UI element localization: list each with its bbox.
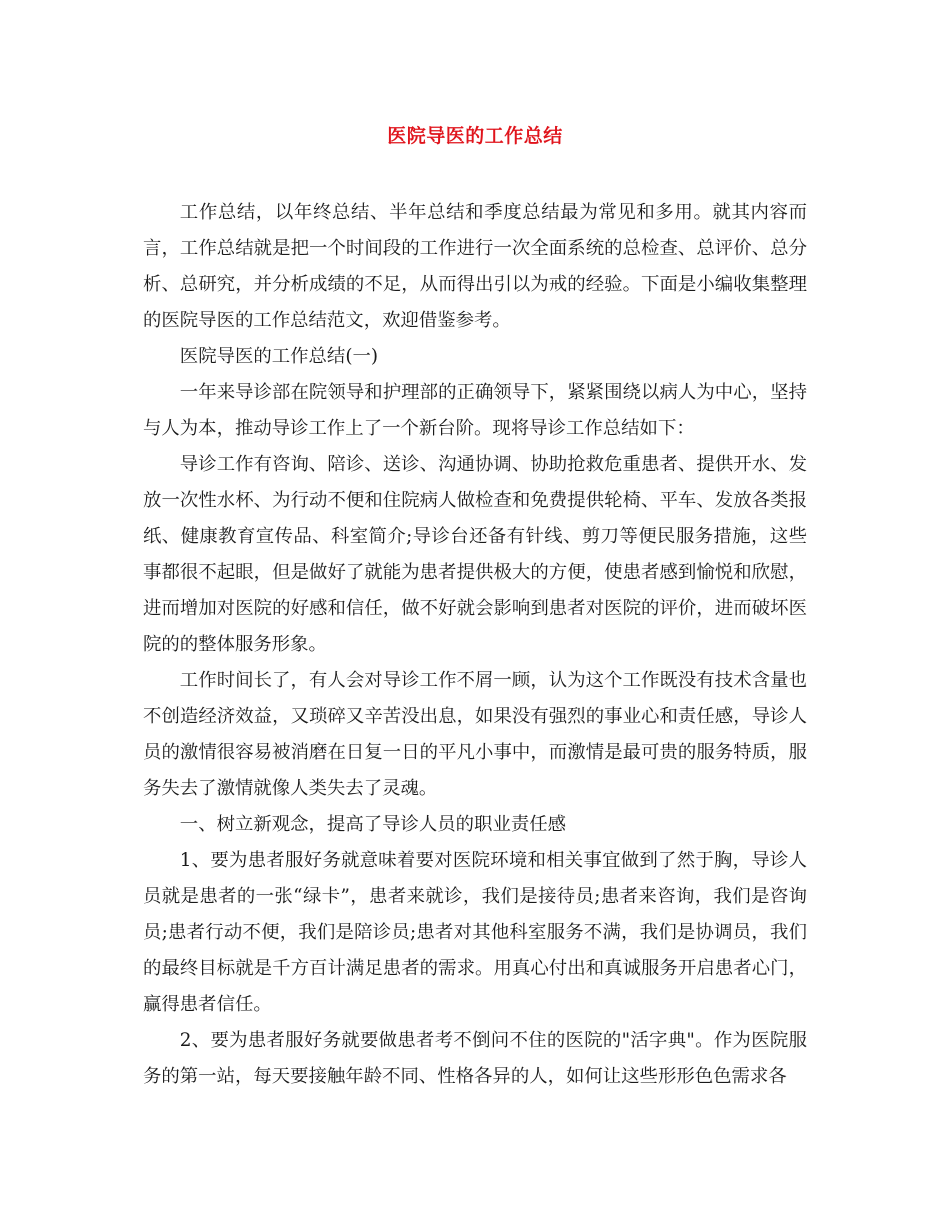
paragraph-point-1: 1、要为患者服好务就意味着要对医院环境和相关事宜做到了然于胸，导诊人员就是患者的一张“绿卡”，患者来就诊，我们是接待员;患者来咨询，我们是咨询员;患者行动不便，我们是陪诊员;患者对其他科室服务不满，我们是协调员，我们的最终目标就是千方百计满足患者的需求。用真心付出和真诚服务开启患者心门，赢得患者信任。 bbox=[143, 850, 807, 1015]
section-heading-one: 医院导医的工作总结(一) bbox=[179, 346, 379, 367]
subheading-new-concept: 一、树立新观念，提高了导诊人员的职业责任感 bbox=[179, 814, 567, 835]
paragraph-passion: 工作时间长了，有人会对导诊工作不屑一顾，认为这个工作既没有技术含量也不创造经济效益，又琐碎又辛苦没出息，如果没有强烈的事业心和责任感，导诊人员的激情很容易被消磨在日复一日的平凡小事中，而激情是最可贵的服务特质，服务失去了激情就像人类失去了灵魂。 bbox=[143, 670, 807, 799]
document-title: 医院导医的工作总结 bbox=[387, 125, 563, 147]
paragraph-intro: 工作总结，以年终总结、半年总结和季度总结最为常见和多用。就其内容而言，工作总结就是把一个时间段的工作进行一次全面系统的总检查、总评价、总分析、总研究，并分析成绩的不足，从而得出引以为戒的经验。下面是小编收集整理的医院导医的工作总结范文，欢迎借鉴参考。 bbox=[143, 202, 807, 331]
document-body bbox=[143, 195, 807, 1095]
paragraph-overview: 一年来导诊部在院领导和护理部的正确领导下，紧紧围绕以病人为中心，坚持与人为本，推动导诊工作上了一个新台阶。现将导诊工作总结如下： bbox=[143, 382, 807, 439]
paragraph-duties: 导诊工作有咨询、陪诊、送诊、沟通协调、协助抢救危重患者、提供开水、发放一次性水杯、为行动不便和住院病人做检查和免费提供轮椅、平车、发放各类报纸、健康教育宣传品、科室简介;导诊台还备有针线、剪刀等便民服务措施，这些事都很不起眼，但是做好了就能为患者提供极大的方便，使患者感到愉悦和欣慰，进而增加对医院的好感和信任，做不好就会影响到患者对医院的评价，进而破坏医院的的整体服务形象。 bbox=[143, 454, 807, 655]
paragraph-point-2: 2、要为患者服好务就要做患者考不倒问不住的医院的"活字典"。作为医院服务的第一站，每天要接触年龄不同、性格各异的人，如何让这些形形色色需求各 bbox=[143, 1030, 807, 1087]
